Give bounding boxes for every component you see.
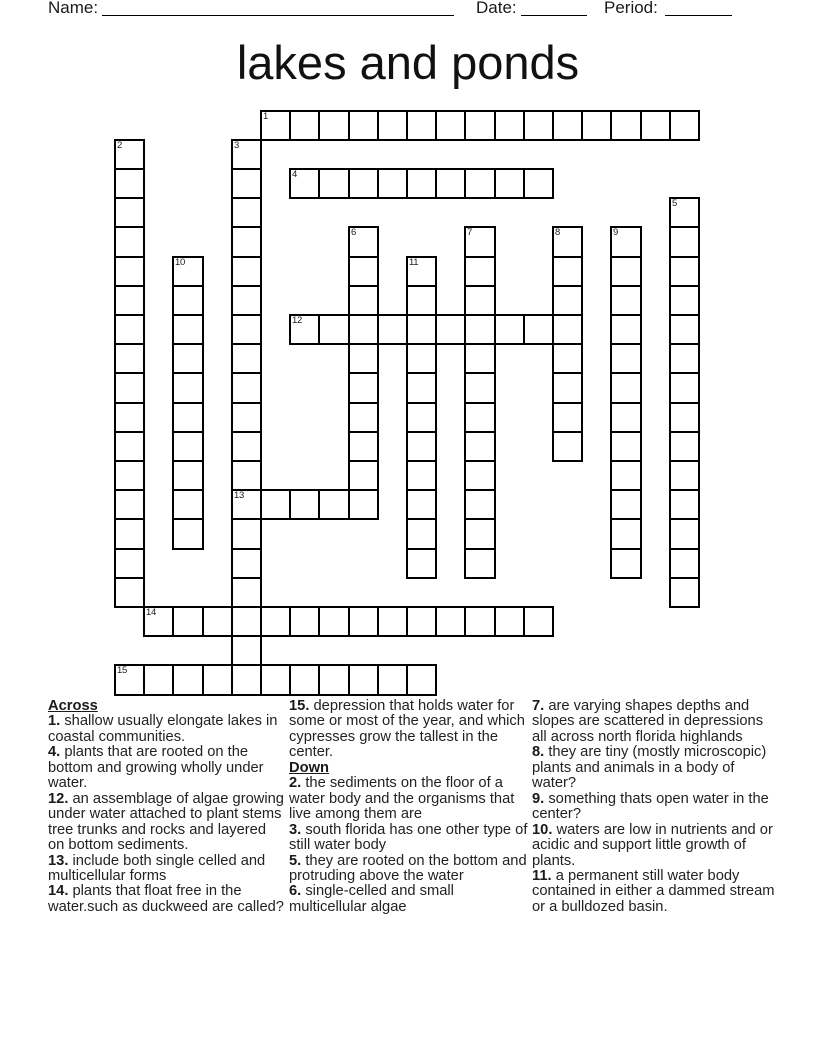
period-label: Period: [604,0,658,17]
grid-cell [435,314,466,345]
grid-cell [231,548,262,579]
clue-8-down: 8. they are tiny (mostly microscopic) plants and animals in a body of water? [532,744,767,792]
grid-cell [231,372,262,404]
grid-cell [231,402,262,433]
grid-cell [669,518,700,550]
grid-cell [610,314,642,345]
grid-cell [260,489,291,520]
grid-cell [669,226,700,258]
grid-cell [114,226,145,258]
grid-cell [377,606,408,637]
grid-cell [114,431,145,462]
grid-cell [610,343,642,374]
grid-cell [406,431,437,462]
cell-number-8: 8 [555,227,560,238]
grid-cell [231,285,262,316]
grid-cell [669,460,700,491]
grid-cell [406,343,437,374]
grid-cell [552,402,583,433]
cell-number-5: 5 [672,198,677,209]
grid-cell [406,548,437,579]
cell-number-2: 2 [117,140,122,151]
grid-cell [172,460,204,491]
grid-cell [640,110,671,141]
grid-cell [231,606,262,637]
grid-cell [172,664,204,696]
grid-cell [669,314,700,345]
grid-cell [669,577,700,608]
grid-cell [172,431,204,462]
cell-number-15: 15 [117,665,127,676]
grid-cell [494,110,525,141]
grid-cell [406,168,437,199]
grid-cell [552,110,583,141]
grid-cell [377,168,408,199]
grid-cell [552,372,583,404]
grid-cell [435,110,466,141]
grid-cell [231,664,262,696]
grid-cell [231,577,262,608]
cell-number-1: 1 [263,111,268,122]
grid-cell [114,489,145,520]
grid-cell [377,664,408,696]
grid-cell [464,256,496,287]
grid-cell [143,664,174,696]
grid-cell [172,285,204,316]
cell-number-10: 10 [175,257,185,268]
grid-cell [610,110,642,141]
grid-cell [231,431,262,462]
grid-cell [114,372,145,404]
grid-cell [669,256,700,287]
clue-7-down: 7. are varying shapes depths and slopes are scattered in depressions all across north florida highlands [532,698,764,745]
grid-cell [669,285,700,316]
grid-cell [464,372,496,404]
name-label: Name: [48,0,99,17]
grid-cell [523,110,554,141]
grid-cell [406,489,437,520]
clue-2-down: 2. the sediments on the floor of a water body and the organisms that live among them are [289,775,515,823]
grid-cell [114,343,145,374]
grid-cell [464,460,496,491]
grid-cell [318,314,350,345]
grid-cell [348,431,379,462]
grid-cell [231,314,262,345]
grid-cell [260,606,291,637]
grid-cell [114,197,145,228]
grid-cell [114,168,145,199]
grid-cell [114,402,145,433]
grid-cell [552,314,583,345]
grid-cell [669,402,700,433]
grid-cell [202,606,233,637]
grid-cell [464,489,496,520]
cell-number-3: 3 [234,140,239,151]
grid-cell [348,168,379,199]
grid-cell [523,606,554,637]
clue-4-across: 4. plants that are rooted on the bottom and growing wholly under water. [48,744,264,792]
grid-cell [172,372,204,404]
cell-number-11: 11 [409,257,419,268]
clue-14-across: 14. plants that float free in the water.such as duckweed are called? [48,883,284,915]
grid-cell [464,285,496,316]
cell-number-12: 12 [292,315,302,326]
grid-cell [464,168,496,199]
grid-cell [318,168,350,199]
grid-cell [610,548,642,579]
grid-cell [464,343,496,374]
grid-cell [669,489,700,520]
grid-cell [494,314,525,345]
grid-cell [231,168,262,199]
grid-cell [348,343,379,374]
grid-cell [231,256,262,287]
grid-cell [610,372,642,404]
grid-cell [114,548,145,579]
grid-cell [406,518,437,550]
clue-5-down: 5. they are rooted on the bottom and protruding above the water [289,852,527,884]
clue-6-down: 6. single-celled and small multicellular algae [289,883,454,915]
grid-cell [289,606,320,637]
grid-cell [318,664,350,696]
grid-cell [231,518,262,550]
grid-cell [172,489,204,520]
across-header: Across [48,698,98,714]
grid-cell [494,168,525,199]
grid-cell [348,402,379,433]
grid-cell [669,110,700,141]
grid-cell [289,489,320,520]
grid-cell [377,110,408,141]
grid-cell [114,577,145,608]
grid-cell [172,606,204,637]
grid-cell [464,431,496,462]
clue-1-across: 1. shallow usually elongate lakes in coastal communities. [48,713,278,745]
grid-cell [172,343,204,374]
grid-cell [348,314,379,345]
grid-cell [406,402,437,433]
cell-number-9: 9 [613,227,618,238]
grid-cell [114,518,145,550]
clue-3-down: 3. south florida has one other type of still water body [289,821,528,854]
grid-cell [114,285,145,316]
grid-cell [172,402,204,433]
grid-cell [406,460,437,491]
grid-cell [669,343,700,374]
grid-cell [406,664,437,696]
grid-cell [610,402,642,433]
grid-cell [318,606,350,637]
grid-cell [669,548,700,579]
grid-cell [348,606,379,637]
cell-number-14: 14 [146,607,156,618]
grid-cell [464,518,496,550]
grid-cell [172,518,204,550]
clue-10-down: 10. waters are low in nutrients and or acidic and support little growth of plants. [532,821,773,869]
clue-12-across: 12. an assemblage of algae growing under water attached to plant stems tree trunks and rocks and layered on bottom sediments. [48,790,284,854]
cell-number-4: 4 [292,169,297,180]
grid-cell [669,372,700,404]
grid-cell [348,372,379,404]
down-header: Down [289,759,329,776]
grid-cell [494,606,525,637]
clues-column-1 [48,699,286,915]
grid-cell [669,431,700,462]
grid-cell [348,489,379,520]
grid-cell [406,606,437,637]
grid-cell [406,110,437,141]
grid-cell [114,460,145,491]
grid-cell [581,110,612,141]
cell-number-13: 13 [234,490,244,501]
grid-cell [377,314,408,345]
grid-cell [610,518,642,550]
grid-cell [610,285,642,316]
grid-cell [260,664,291,696]
clue-15-across: 15. depression that holds water for some or most of the year, and which cypresses grow the tallest in the center. [289,698,525,761]
grid-cell [114,314,145,345]
grid-cell [435,168,466,199]
clue-11-down: 11. a permanent still water body contained in either a dammed stream or a bulldozed basin. [532,867,775,915]
grid-cell [114,256,145,287]
grid-cell [318,489,350,520]
grid-cell [464,110,496,141]
cell-number-7: 7 [467,227,472,238]
grid-cell [406,314,437,345]
grid-cell [231,197,262,228]
grid-cell [610,256,642,287]
grid-cell [348,110,379,141]
grid-cell [464,606,496,637]
clue-9-down: 9. something thats open water in the center? [532,790,769,823]
grid-cell [610,460,642,491]
grid-cell [552,431,583,462]
grid-cell [464,548,496,579]
grid-cell [348,285,379,316]
grid-cell [289,664,320,696]
grid-cell [435,606,466,637]
grid-cell [231,635,262,666]
grid-cell [202,664,233,696]
grid-cell [552,256,583,287]
clue-13-across: 13. include both single celled and multicellular forms [48,852,266,884]
grid-cell [172,314,204,345]
grid-cell [464,314,496,345]
clues-column-2 [289,699,530,915]
grid-cell [523,314,554,345]
grid-cell [552,343,583,374]
grid-cell [231,343,262,374]
grid-cell [610,489,642,520]
grid-cell [610,431,642,462]
grid-cell [523,168,554,199]
grid-cell [348,460,379,491]
grid-cell [406,285,437,316]
grid-cell [552,285,583,316]
cell-number-6: 6 [351,227,356,238]
grid-cell [348,664,379,696]
grid-cell [231,460,262,491]
grid-cell [406,372,437,404]
grid-cell [318,110,350,141]
clues-column-3 [532,699,777,915]
grid-cell [464,402,496,433]
grid-cell [231,226,262,258]
date-label: Date: [476,0,517,17]
puzzle-title: lakes and ponds [236,36,580,89]
grid-cell [289,110,320,141]
grid-cell [348,256,379,287]
